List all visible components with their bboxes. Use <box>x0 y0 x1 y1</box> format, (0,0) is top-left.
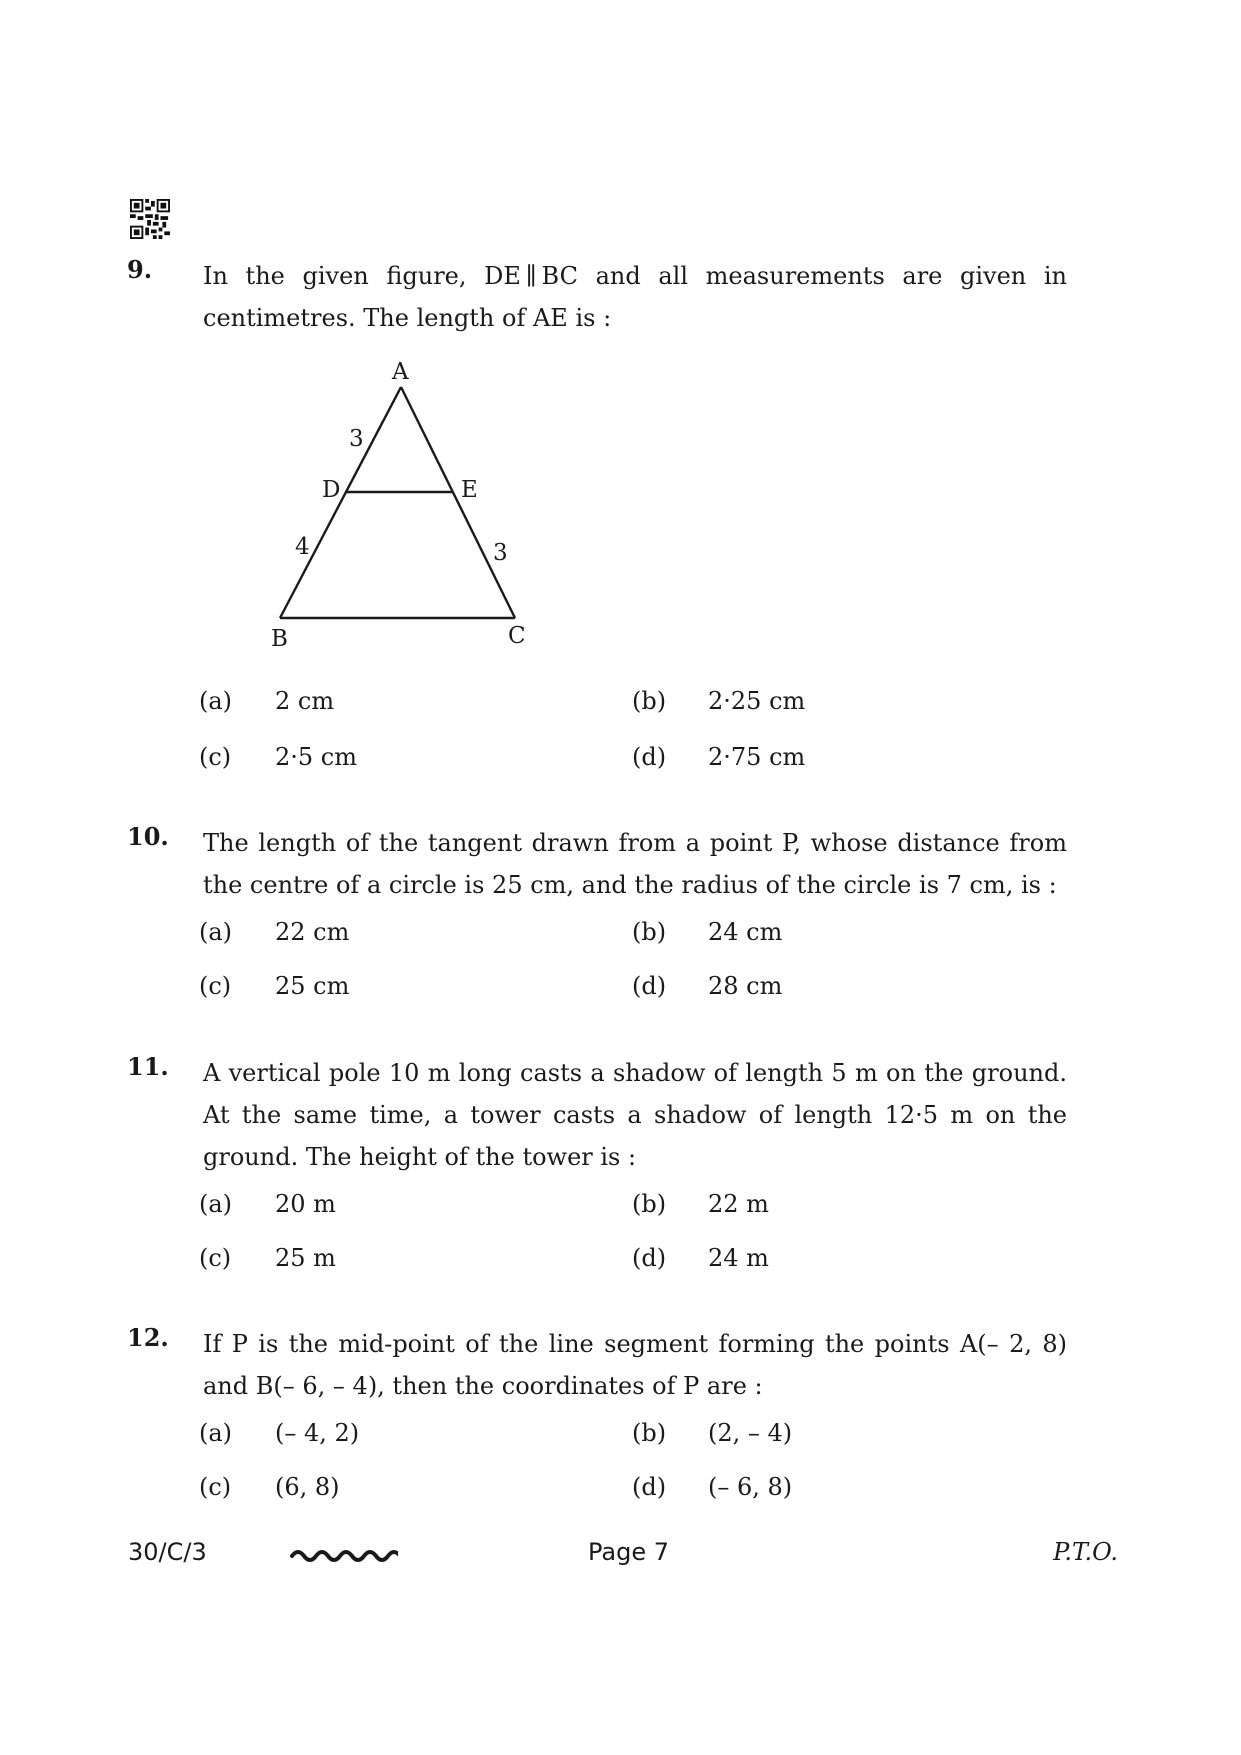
option-letter: (a) <box>199 918 233 946</box>
option-letter: (b) <box>632 918 667 946</box>
option-value: (2, – 4) <box>708 1419 793 1447</box>
option-letter: (d) <box>632 1244 667 1272</box>
qr-code <box>130 199 170 239</box>
label-d: D <box>322 477 341 503</box>
wave-ornament-icon <box>288 1542 398 1566</box>
option-value: 22 cm <box>275 918 350 946</box>
question-number: 10. <box>127 822 169 851</box>
question-number: 9. <box>127 255 153 284</box>
question-text: If P is the mid-point of the line segment forming the points A(– 2, 8) and B(– 6, – 4), then the coordinates of P are : <box>203 1330 1067 1400</box>
side-ab <box>280 387 401 618</box>
length-db: 4 <box>295 534 310 560</box>
length-ec: 3 <box>493 540 508 566</box>
option-letter: (c) <box>199 743 232 771</box>
question-9 <box>127 255 1067 771</box>
option-value: 2·75 cm <box>708 743 806 771</box>
question-11 <box>127 1052 1067 1272</box>
question-text: In the given figure, DE ∥ BC and all measurements are given in centimetres. The length of AE is : <box>203 262 1067 332</box>
question-12 <box>127 1323 1067 1501</box>
page-footer <box>128 1538 1118 1578</box>
option-letter: (a) <box>199 1190 233 1218</box>
pto-label: P.T.O. <box>1053 1538 1118 1566</box>
option-value: 22 m <box>708 1190 769 1218</box>
option-letter: (b) <box>632 1190 667 1218</box>
option-value: (6, 8) <box>275 1473 340 1501</box>
option-letter: (a) <box>199 1419 233 1447</box>
option-letter: (c) <box>199 1473 232 1501</box>
option-value: 20 m <box>275 1190 336 1218</box>
option-value: 2·25 cm <box>708 687 806 715</box>
option-value: 2 cm <box>275 687 335 715</box>
label-c: C <box>508 623 526 649</box>
question-10 <box>127 822 1067 1000</box>
label-b: B <box>271 626 288 652</box>
option-letter: (c) <box>199 972 232 1000</box>
option-letter: (b) <box>632 687 667 715</box>
question-text: The length of the tangent drawn from a point P, whose distance from the centre of a circle is 25 cm, and the radius of the circle is 7 cm, is : <box>203 829 1067 899</box>
question-text: A vertical pole 10 m long casts a shadow of length 5 m on the ground. At the same time, a tower casts a shadow of length 12·5 m on the ground. The height of the tower is : <box>203 1059 1067 1171</box>
option-value: (– 4, 2) <box>275 1419 360 1447</box>
label-a: A <box>392 359 409 385</box>
option-letter: (d) <box>632 972 667 1000</box>
option-value: 24 cm <box>708 918 783 946</box>
option-value: 25 m <box>275 1244 336 1272</box>
paper-code: 30/C/3 <box>128 1538 207 1566</box>
option-value: 25 cm <box>275 972 350 1000</box>
page-number: Page 7 <box>588 1538 669 1566</box>
option-value: 28 cm <box>708 972 783 1000</box>
side-ac <box>401 387 515 618</box>
label-e: E <box>461 477 478 503</box>
question-number: 12. <box>127 1323 169 1352</box>
option-value: (– 6, 8) <box>708 1473 793 1501</box>
question-number: 11. <box>127 1052 169 1081</box>
option-letter: (a) <box>199 687 233 715</box>
triangle-figure <box>255 350 555 670</box>
option-value: 2·5 cm <box>275 743 357 771</box>
option-letter: (c) <box>199 1244 232 1272</box>
option-letter: (b) <box>632 1419 667 1447</box>
length-ad: 3 <box>349 426 364 452</box>
option-value: 24 m <box>708 1244 769 1272</box>
option-letter: (d) <box>632 1473 667 1501</box>
option-letter: (d) <box>632 743 667 771</box>
